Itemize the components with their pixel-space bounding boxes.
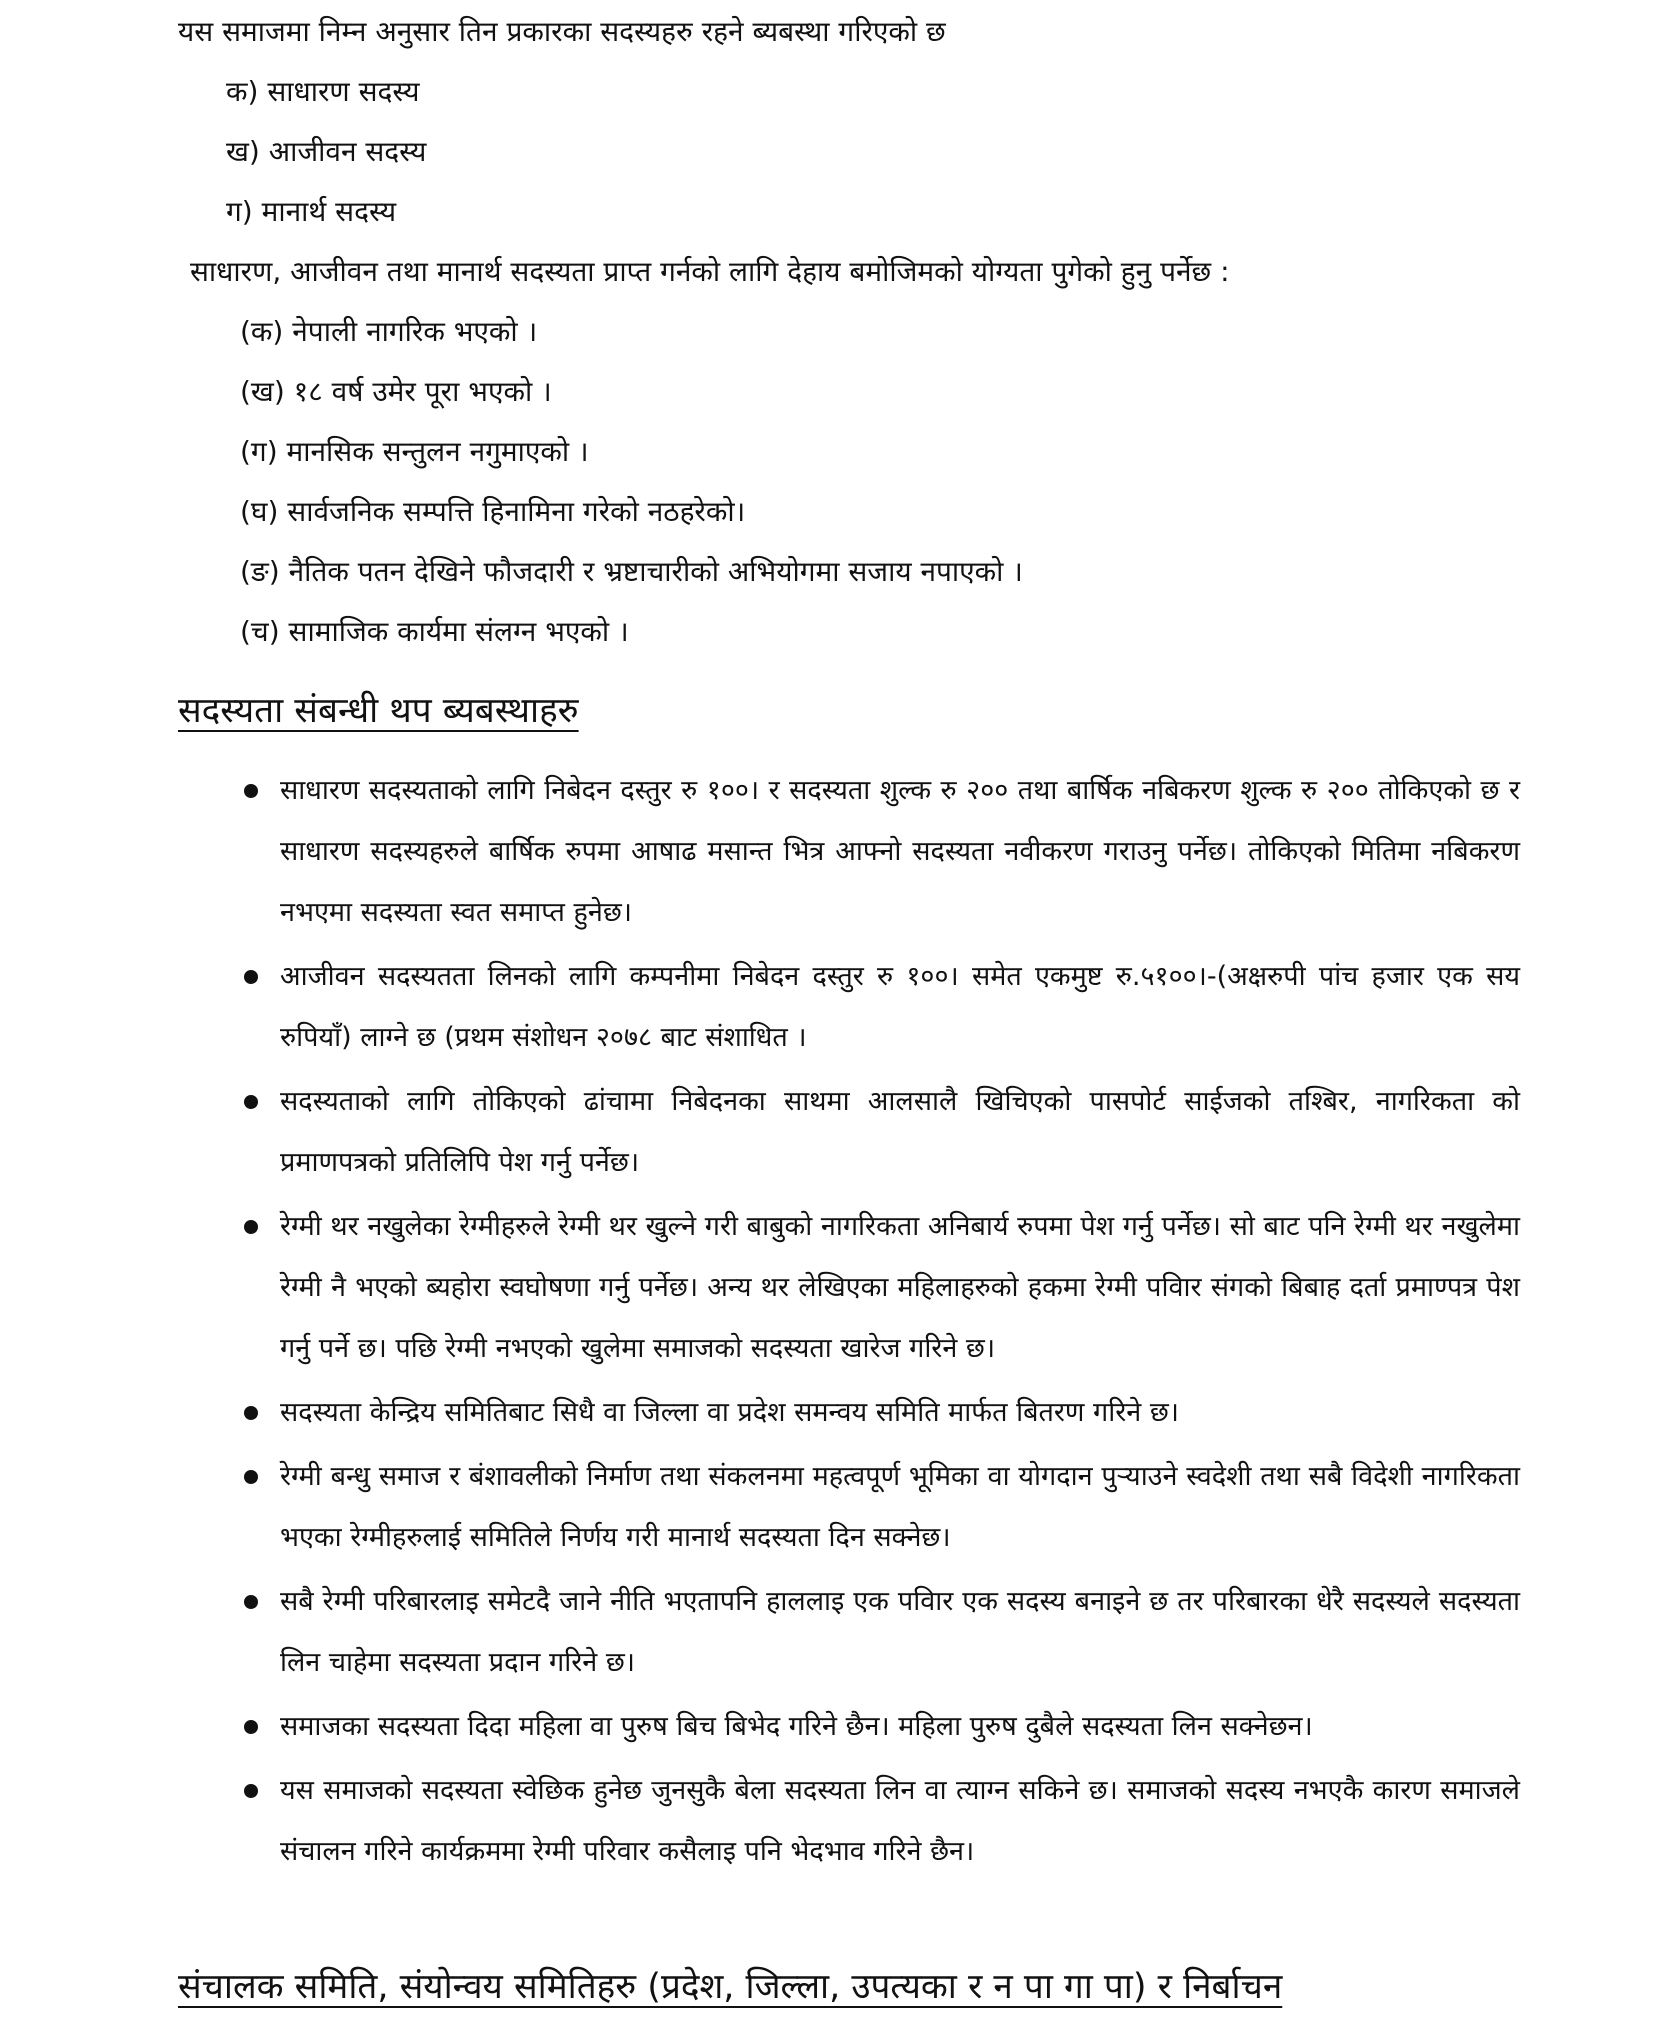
list-item [240,1571,1520,1693]
bullet-icon [244,784,258,798]
list-item [240,760,1520,943]
bullet-icon [244,1095,258,1109]
provision-text: यस समाजको सदस्यता स्वेछिक हुनेछ जुनसुकै बेला सदस्यता लिन वा त्याग्न सकिने छ। समाजको सदस्य नभएकै कारण समाजले संचालन गरिने कार्यक्रममा रेग्मी परिवार कसैलाइ पनि भेदभाव गरिने छैन। [280,1775,1520,1867]
provision-text: साधारण सदस्यताको लागि निबेदन दस्तुर रु १००। र सदस्यता शुल्क रु २०० तथा बार्षिक नबिकरण शुल्क रु २०० तोकिएको छ र साधारण सदस्यहरुले बार्षिक रुपमा आषाढ मसान्त भित्र आफ्नो सदस्यता नवीकरण गराउनु पर्नेछ। तोकिएको मितिमा नबिकरण नभएमा सदस्यता स्वत समाप्त हुनेछ। [280,775,1520,928]
provisions-list [240,760,1520,1885]
provision-text: रेग्मी थर नखुलेका रेग्मीहरुले रेग्मी थर खुल्ने गरी बाबुको नागरिकता अनिबार्य रुपमा पेश गर्नु पर्नेछ। सो बाट पनि रेग्मी थर नखुलेमा रेग्मी नै भएको ब्यहोरा स्वघोषणा गर्नु पर्नेछ। अन्य थर लेखिएका महिलाहरुको हकमा रेग्मी पविार संगको बिबाह दर्ता प्रमाण्पत्र पेश गर्नु पर्ने छ। पछि रेग्मी नभएको खुलेमा समाजको सदस्यता खारेज गरिने छ। [280,1211,1520,1364]
membership-intro: यस समाजमा निम्न अनुसार तिन प्रकारका सदस्यहरु रहने ब्यबस्था गरिएको छ [178,15,946,48]
provision-text: समाजका सदस्यता दिदा महिला वा पुरुष बिच बिभेद गरिने छैन। महिला पुरुष दुबैले सदस्यता लिन सक्नेछन। [280,1711,1313,1742]
bullet-icon [244,1595,258,1609]
provision-text: आजीवन सदस्यतता लिनको लागि कम्पनीमा निबेदन दस्तुर रु १००। समेत एकमुष्ट रु.५१००।-(अक्षरुपी पांच हजार एक सय रुपियाँ) लाग्ने छ (प्रथम संशोधन २०७८ बाट संशाधित । [280,961,1520,1053]
list-item [240,1696,1520,1757]
list-item [240,1760,1520,1882]
provision-text: सदस्यताको लागि तोकिएको ढांचामा निबेदनका साथमा आलसालै खिचिएको पासपोर्ट साईजको तश्बिर, नागरिकता को प्रमाणपत्रको प्रतिलिपि पेश गर्नु पर्नेछ। [280,1086,1520,1178]
membership-type-lifetime: ख) आजीवन सदस्य [226,135,427,168]
provision-text: सबै रेग्मी परिबारलाइ समेटदै जाने नीति भएतापनि हाललाइ एक पविार एक सदस्य बनाइने छ तर परिबारका धेरै सदस्यले सदस्यता लिन चाहेमा सदस्यता प्रदान गरिने छ। [280,1586,1520,1678]
eligibility-criterion: (ख) १८ वर्ष उमेर पूरा भएको । [240,375,552,408]
eligibility-intro: साधारण, आजीवन तथा मानार्थ सदस्यता प्राप्त गर्नको लागि देहाय बमोजिमको योग्यता पुगेको हुनु पर्नेछ : [190,255,1230,288]
eligibility-criterion: (च) सामाजिक कार्यमा संलग्न भएको । [240,615,629,648]
eligibility-criterion: (क) नेपाली नागरिक भएको । [240,315,538,348]
bullet-icon [244,1406,258,1420]
list-item [240,1071,1520,1193]
provision-text: सदस्यता केन्द्रिय समितिबाट सिधै वा जिल्ला वा प्रदेश समन्वय समिति मार्फत बितरण गरिने छ। [280,1397,1179,1428]
bullet-icon [244,1470,258,1484]
list-item [240,1446,1520,1568]
eligibility-criterion: (ग) मानसिक सन्तुलन नगुमाएको । [240,435,589,468]
bullet-icon [244,1720,258,1734]
bullet-icon [244,970,258,984]
bullet-icon [244,1220,258,1234]
membership-type-honorary: ग) मानार्थ सदस्य [226,195,397,228]
list-item [240,1196,1520,1379]
provision-text: रेग्मी बन्धु समाज र बंशावलीको निर्माण तथा संकलनमा महत्वपूर्ण भूमिका वा योगदान पुऱ्याउने स्वदेशी तथा सबै विदेशी नागरिकता भएका रेग्मीहरुलाई समितिले निर्णय गरी मानार्थ सदस्यता दिन सक्नेछ। [280,1461,1520,1553]
membership-type-general: क) साधारण सदस्य [226,75,420,108]
list-item [240,946,1520,1068]
eligibility-criterion: (घ) सार्वजनिक सम्पत्ति हिनामिना गरेको नठहरेको। [240,495,746,528]
bullet-icon [244,1784,258,1798]
list-item [240,1382,1520,1443]
section-heading-membership-provisions: सदस्यता संबन्धी थप ब्यबस्थाहरु [178,691,579,731]
eligibility-criterion: (ङ) नैतिक पतन देखिने फौजदारी र भ्रष्टाचारीको अभियोगमा सजाय नपाएको । [240,555,1023,588]
section-heading-committees-election: संचालक समिति, संयोन्वय समितिहरु (प्रदेश, जिल्ला, उपत्यका र न पा गा पा) र निर्बाचन [178,1967,1283,2007]
